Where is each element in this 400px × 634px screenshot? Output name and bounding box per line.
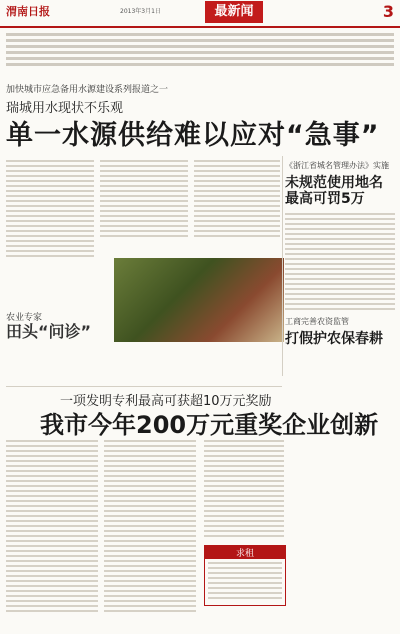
page-number: 3 [382,2,394,21]
notice-box [204,545,286,606]
article2-col2 [104,440,196,615]
sidebar-subhead-2: 工商完善农资监管 [285,317,349,326]
sidebar-subhead: 《浙江省城名管理办法》实施 [285,161,389,170]
notice-title: 求租 [205,546,285,559]
article2-headline: 我市今年200万元重奖企业创新 [40,411,379,439]
section-rule [6,386,282,387]
article1-col2 [100,160,188,240]
article1-col1 [6,160,94,260]
feature-headline: 田头“问诊” [6,322,92,341]
section-title: 最新闻 [205,1,263,23]
farm-photo [114,258,284,342]
article2-kicker: 一项发明专利最高可获超10万元奖励 [60,394,272,409]
article1-kicker: 加快城市应急备用水源建设系列报道之一 [6,85,169,95]
article2-col1 [6,440,98,615]
masthead-name: 渭南日报 [6,5,50,18]
article1-col3 [194,160,280,240]
issue-date: 2013年3月1日 [120,8,161,15]
article1-headline: 单一水源供给难以应对“急事” [6,120,380,151]
sidebar [285,160,395,347]
article1-subhead: 瑞城用水现状不乐观 [6,101,124,116]
lede-paragraph [6,30,394,78]
feature-block [6,310,106,341]
sidebar-headline-2: 打假护农保春耕 [285,331,383,347]
article2-col3 [204,440,284,540]
column-rule [282,156,283,376]
masthead-bar [0,0,400,28]
feature-kicker: 农业专家 [6,313,43,323]
sidebar-headline: 未规范使用地名最高可罚5万 [285,175,383,207]
